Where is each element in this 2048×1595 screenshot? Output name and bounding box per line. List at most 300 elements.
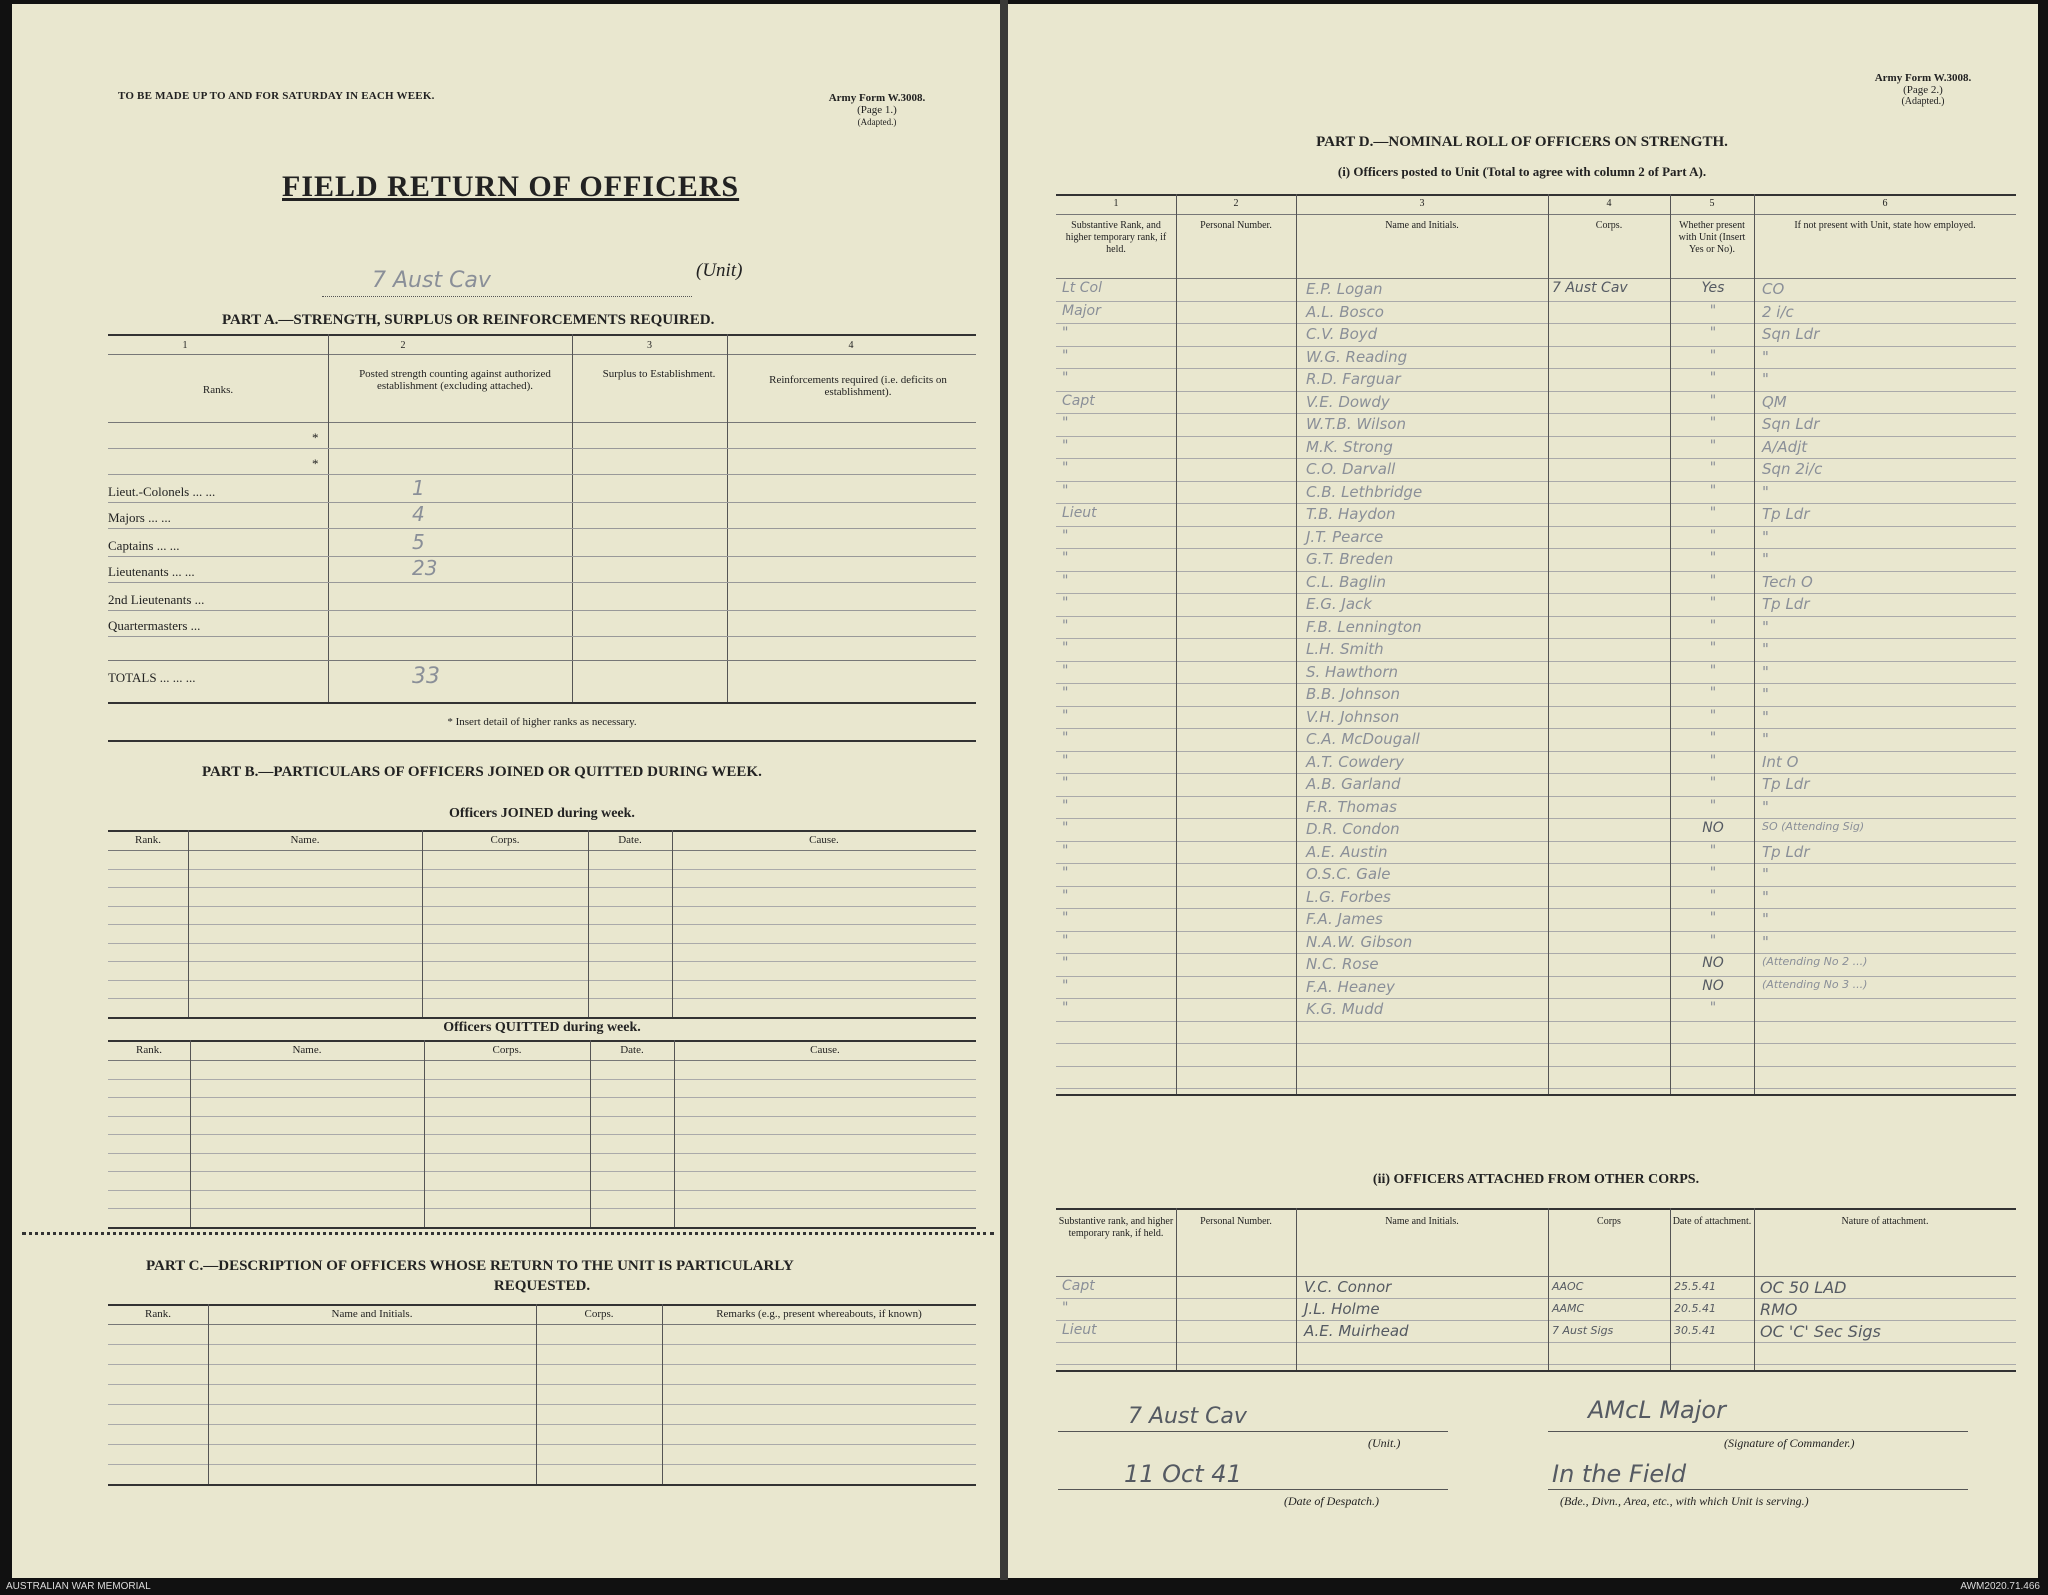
part-a-header-strength: Posted strength counting against authorized establishment (excluding attached). [359,368,551,392]
joined-col-header: Corps. [490,834,520,846]
part-a-col-number: 1 [182,340,188,351]
roll-present: " [1709,910,1717,926]
quitted-divider [674,1040,675,1227]
joined-col-header: Rank. [135,834,161,846]
quitted-bottom-rule [108,1227,976,1229]
quitted-col-header: Cause. [810,1044,840,1056]
roll-name: C.L. Baglin [1306,572,1386,591]
part-c-top-rule [108,1304,976,1306]
roll-name: C.O. Darvall [1306,460,1396,478]
attached-row-rule [1056,1298,2016,1299]
roll-employed: " [1762,550,1769,568]
roll-row-rule [1056,728,2016,729]
roll-rank: " [1062,325,1069,341]
roll-row-rule [1056,1021,2016,1022]
attached-corps: AAOC [1552,1280,1584,1293]
attached-date: 20.5.41 [1674,1302,1716,1315]
roll-name: N.C. Rose [1306,955,1379,973]
attached-header-rule [1056,1276,2016,1277]
part-a-strength: 1 [412,476,425,500]
roll-row-rule [1056,458,2016,459]
quitted-header-rule [108,1060,976,1061]
roll-rank: " [1062,347,1069,364]
roll-col-number: 5 [1709,198,1715,209]
roll-divider [1670,194,1671,1094]
roll-rank: " [1062,415,1069,431]
form-page-2: (Page 2.) [1903,84,1943,96]
part-a-row-rule [108,448,976,449]
roll-rank: " [1062,865,1069,881]
part-a-rank: Captains ... ... [108,538,180,553]
joined-col-header: Name. [290,834,320,846]
attached-col-header: Substantive rank, and higher temporary rank, if held. [1058,1216,1174,1239]
location-line [1548,1488,1968,1490]
roll-employed: Sqn Ldr [1762,325,1820,343]
roll-name: A.T. Cowdery [1306,752,1404,771]
roll-name: F.A. Heaney [1306,977,1395,996]
roll-col-number: 2 [1233,198,1239,209]
roll-name: O.S.C. Gale [1306,865,1391,883]
part-a-row-rule [108,502,976,503]
roll-present: " [1709,865,1717,881]
part-a-rank: * [312,430,319,445]
part-c-divider [536,1304,537,1484]
quitted-row-rule [108,1116,976,1117]
roll-present: " [1709,527,1717,544]
roll-name: A.E. Austin [1306,842,1388,861]
roll-col-header: Name and Initials. [1385,220,1459,231]
attached-date: 25.5.41 [1674,1280,1716,1293]
roll-present: " [1709,550,1717,566]
roll-name: C.A. McDougall [1306,730,1420,748]
part-c-divider [208,1304,209,1484]
attached-row-rule [1056,1342,2016,1343]
roll-present: NO [1702,955,1724,971]
page-1 [12,4,1000,1578]
roll-present: " [1709,460,1717,476]
roll-rank: " [1062,482,1069,499]
roll-name: F.A. James [1306,910,1383,928]
roll-rank: Lt Col [1062,280,1102,296]
part-a-col-number: 3 [647,340,652,351]
quitted-row-rule [108,1208,976,1209]
roll-name: A.B. Garland [1306,775,1401,793]
roll-row-rule [1056,548,2016,549]
part-a-header-rule [108,422,976,423]
totals-rule [108,660,976,661]
unit-field [322,268,692,297]
roll-col-number: 6 [1882,198,1888,209]
roll-header-rule [1056,278,2016,279]
form-id-block [802,92,952,128]
part-a-col-number: 4 [848,340,854,351]
roll-col-header: Personal Number. [1200,220,1272,231]
part-a-rank: Lieut.-Colonels ... ... [108,484,216,499]
roll-name: E.P. Logan [1306,280,1383,298]
form-id-2: Army Form W.3008. [1874,72,1972,84]
roll-col-number: 3 [1419,198,1425,209]
unit-sign-label: (Unit.) [1368,1436,1401,1450]
roll-rank: " [1062,910,1069,926]
part-d-heading: PART D.—NOMINAL ROLL OF OFFICERS ON STRENGTH. [1316,134,1728,150]
joined-row-rule [108,924,976,925]
unit-label: (Unit) [696,260,743,281]
roll-present: " [1709,685,1717,701]
quitted-divider [424,1040,425,1227]
attached-row-rule [1056,1364,2016,1365]
top-note: TO BE MADE UP TO AND FOR SATURDAY IN EACH WEEK. [118,90,435,102]
joined-row-rule [108,980,976,981]
roll-row-rule [1056,1043,2016,1044]
roll-rank: Major [1062,302,1101,319]
roll-present: " [1709,662,1717,679]
roll-present: " [1709,640,1717,656]
joined-row-rule [108,869,976,870]
part-a-bottom-rule [108,702,976,704]
roll-rank: " [1062,932,1069,949]
roll-corps: 7 Aust Cav [1552,280,1628,296]
part-c-row-rule [108,1404,976,1405]
attached-col-header: Nature of attachment. [1841,1216,1929,1227]
part-a-row-rule [108,556,976,557]
roll-rank: " [1062,617,1069,634]
roll-row-rule [1056,301,2016,302]
roll-rank: Capt [1062,392,1095,409]
page-2 [1008,4,2038,1578]
part-a-strength: 23 [412,556,438,580]
roll-employed: (Attending No 2 ...) [1762,955,1868,968]
roll-divider [1176,194,1177,1094]
joined-col-header: Date. [618,834,642,846]
attached-corps: AAMC [1552,1302,1585,1315]
roll-employed: " [1762,932,1769,951]
roll-divider [1296,194,1297,1094]
attached-divider [1670,1208,1671,1370]
roll-name: F.R. Thomas [1306,797,1397,816]
part-c-col-header: Name and Initials. [331,1308,413,1320]
roll-divider [1754,194,1755,1094]
roll-rank: " [1062,820,1069,836]
roll-employed: A/Adjt [1762,437,1808,456]
part-a-strength: 4 [412,502,425,526]
joined-divider [588,830,589,1017]
roll-rank: " [1062,752,1069,769]
unit-line [1058,1430,1448,1432]
roll-bottom-rule [1056,1094,2016,1096]
footer-right: AWM2020.71.466 [1960,1581,2040,1592]
attached-col-header: Name and Initials. [1385,1216,1459,1227]
roll-rank: " [1062,955,1069,971]
roll-row-rule [1056,931,2016,932]
roll-col-header: If not present with Unit, state how employed. [1794,220,1976,231]
roll-row-rule [1056,323,2016,324]
part-b-top-rule [108,740,976,742]
roll-present: " [1709,730,1717,746]
joined-bottom-rule [108,1017,976,1019]
quitted-top-rule [108,1040,976,1042]
roll-row-rule [1056,841,2016,842]
roll-employed: CO [1762,280,1785,298]
roll-employed: Sqn Ldr [1762,415,1820,433]
roll-rank: " [1062,572,1069,589]
roll-present: " [1709,797,1717,814]
roll-row-rule [1056,346,2016,347]
part-a-header-reinforcements: Reinforcements required (i.e. deficits on establishment). [769,374,947,398]
attached-col-header: Date of attachment. [1672,1216,1752,1227]
part-c-col-header: Remarks (e.g., present whereabouts, if known) [716,1308,922,1320]
part-c-heading: PART C.—DESCRIPTION OF OFFICERS WHOSE RETURN TO THE UNIT IS PARTICULARLY [146,1258,794,1274]
part-a-rank: * [312,456,319,471]
roll-row-rule [1056,638,2016,639]
roll-name: W.T.B. Wilson [1306,415,1407,433]
roll-row-rule [1056,706,2016,707]
roll-name: C.V. Boyd [1306,325,1378,343]
part-c-col-header: Corps. [584,1308,614,1320]
roll-name: G.T. Breden [1306,550,1394,568]
part-c-row-rule [108,1384,976,1385]
roll-present: " [1709,392,1717,409]
signature-value: AMcL Major [1588,1396,1726,1424]
roll-name: W.G. Reading [1306,347,1408,366]
roll-row-rule [1056,863,2016,864]
part-c-divider [662,1304,663,1484]
roll-present: " [1709,505,1717,521]
totals-label: TOTALS ... ... ... [108,670,196,685]
roll-divider [1548,194,1549,1094]
part-a-footnote: * Insert detail of higher ranks as necessary. [447,716,637,728]
quitted-divider [590,1040,591,1227]
roll-rank: " [1062,595,1069,611]
roll-rank: " [1062,550,1069,566]
roll-employed: " [1762,370,1769,388]
joined-row-rule [108,887,976,888]
part-c-row-rule [108,1424,976,1425]
roll-row-rule [1056,976,2016,977]
attached-rank: Lieut [1062,1322,1097,1338]
page-title: FIELD RETURN OF OFFICERS [282,170,740,203]
part-c-row-rule [108,1344,976,1345]
roll-present: " [1709,347,1717,364]
roll-name: J.T. Pearce [1306,527,1384,546]
attached-nature: OC 50 LAD [1760,1278,1847,1297]
roll-rank: Lieut [1062,505,1097,521]
joined-divider [188,830,189,1017]
roll-employed: Int O [1762,752,1799,771]
roll-present: " [1709,887,1717,904]
joined-row-rule [108,943,976,944]
part-a-divider [727,334,728,702]
roll-top-rule [1056,194,2016,196]
roll-row-rule [1056,616,2016,617]
archive-footer [0,1580,2048,1595]
attached-rank: " [1062,1300,1069,1316]
roll-employed: QM [1762,392,1787,411]
part-c-header-rule [108,1324,976,1325]
roll-present: " [1709,370,1717,386]
joined-divider [422,830,423,1017]
roll-employed: Tech O [1762,572,1813,591]
roll-rank: " [1062,370,1069,386]
unit-value: 7 Aust Cav [372,268,491,293]
roll-row-rule [1056,368,2016,369]
roll-rank: " [1062,730,1069,746]
joined-header-rule [108,850,976,851]
roll-present: " [1709,325,1717,341]
roll-present: " [1709,302,1717,319]
attached-name: A.E. Muirhead [1304,1322,1409,1340]
form-id-block-2 [1848,72,1998,108]
roll-employed: " [1762,865,1769,883]
roll-name: R.D. Farguar [1306,370,1401,388]
part-c-row-rule [108,1364,976,1365]
roll-name: C.B. Lethbridge [1306,482,1423,501]
attached-bottom-rule [1056,1370,2016,1372]
location-value: In the Field [1552,1460,1687,1488]
form-id: Army Form W.3008. [828,92,926,104]
roll-employed: " [1762,685,1769,703]
roll-employed: " [1762,887,1769,906]
roll-employed: " [1762,617,1769,636]
part-c-row-rule [108,1444,976,1445]
roll-name: A.L. Bosco [1306,302,1384,321]
roll-name: B.B. Johnson [1306,685,1400,703]
part-c-col-header: Rank. [145,1308,171,1320]
roll-row-rule [1056,436,2016,437]
roll-col-header: Whether present with Unit (Insert Yes or No). [1678,220,1746,255]
roll-employed: " [1762,347,1769,366]
roll-employed: " [1762,730,1769,748]
roll-name: V.E. Dowdy [1306,392,1390,411]
roll-present: " [1709,415,1717,431]
part-a-row-rule [108,528,976,529]
roll-rank: " [1062,662,1069,679]
part-a-divider [328,334,329,702]
roll-employed: " [1762,640,1769,658]
attached-row-rule [1056,1320,2016,1321]
signature-line [1548,1430,1968,1432]
unit-sign-value: 7 Aust Cav [1128,1404,1247,1429]
attached-col-header: Personal Number. [1200,1216,1272,1227]
quitted-col-header: Name. [292,1044,322,1056]
part-a-row-rule [108,636,976,637]
roll-rank: " [1062,775,1069,791]
quitted-divider [190,1040,191,1227]
part-a-row-rule [108,610,976,611]
roll-name: S. Hawthorn [1306,662,1399,681]
attached-divider [1176,1208,1177,1370]
joined-row-rule [108,998,976,999]
roll-present: " [1709,617,1717,634]
attached-col-header: Corps [1597,1216,1621,1227]
totals-value: 33 [412,664,440,689]
part-a-heading: PART A.—STRENGTH, SURPLUS OR REINFORCEMENTS REQUIRED. [222,312,715,328]
quitted-row-rule [108,1171,976,1172]
roll-employed: " [1762,662,1769,681]
roll-employed: " [1762,910,1769,928]
form-adapted-2: (Adapted.) [1901,96,1945,107]
part-a-rank: Quartermasters ... [108,618,201,633]
roll-row-rule [1056,953,2016,954]
roll-present: " [1709,707,1717,724]
roll-employed: SO (Attending Sig) [1762,820,1865,833]
roll-num-rule [1056,214,2016,215]
roll-row-rule [1056,886,2016,887]
joined-divider [672,830,673,1017]
part-d-subheading: (i) Officers posted to Unit (Total to agree with column 2 of Part A). [1337,164,1707,179]
roll-col-number: 4 [1606,198,1612,209]
roll-row-rule [1056,391,2016,392]
joined-col-header: Cause. [809,834,839,846]
joined-top-rule [108,830,976,832]
roll-row-rule [1056,481,2016,482]
tear-line [22,1232,994,1235]
attached-heading: (ii) OFFICERS ATTACHED FROM OTHER CORPS. [1372,1172,1700,1187]
roll-present: " [1709,482,1717,499]
roll-row-rule [1056,773,2016,774]
roll-name: E.G. Jack [1306,595,1372,613]
roll-employed: " [1762,482,1769,501]
roll-row-rule [1056,908,2016,909]
part-c-heading-2: REQUESTED. [493,1278,591,1294]
quitted-row-rule [108,1097,976,1098]
part-b-heading: PART B.—PARTICULARS OF OFFICERS JOINED OR QUITTED DURING WEEK. [202,764,762,780]
roll-present: " [1709,932,1717,949]
part-c-row-rule [108,1464,976,1465]
quitted-col-header: Corps. [492,1044,522,1056]
attached-name: V.C. Connor [1304,1278,1392,1296]
part-a-col-number: 2 [400,340,406,351]
roll-rank: " [1062,1000,1069,1016]
roll-col-header: Corps. [1595,220,1623,231]
roll-row-rule [1056,593,2016,594]
roll-name: L.H. Smith [1306,640,1384,658]
footer-left: AUSTRALIAN WAR MEMORIAL [6,1581,151,1592]
part-a-strength: 5 [412,530,425,554]
part-a-rank: Lieutenants ... ... [108,564,195,579]
date-value: 11 Oct 41 [1124,1460,1242,1488]
roll-rank: " [1062,437,1069,454]
joined-row-rule [108,961,976,962]
part-a-header-ranks: Ranks. [202,384,234,396]
roll-row-rule [1056,1088,2016,1089]
attached-corps: 7 Aust Sigs [1552,1324,1614,1337]
roll-present: " [1709,572,1717,589]
attached-nature: OC 'C' Sec Sigs [1760,1322,1881,1341]
roll-rank: " [1062,977,1069,994]
roll-name: L.G. Forbes [1306,887,1391,906]
part-a-divider [572,334,573,702]
roll-rank: " [1062,640,1069,656]
roll-row-rule [1056,751,2016,752]
roll-rank: " [1062,527,1069,544]
part-a-row-rule [108,582,976,583]
location-label: (Bde., Divn., Area, etc., with which Unit is serving.) [1560,1494,1809,1508]
roll-name: D.R. Condon [1306,820,1400,838]
quitted-row-rule [108,1134,976,1135]
roll-rank: " [1062,707,1069,724]
part-a-top-rule [108,334,976,336]
roll-name: F.B. Lennington [1306,617,1422,636]
attached-rank: Capt [1062,1278,1095,1294]
roll-row-rule [1056,1066,2016,1067]
part-a-num-rule [108,354,976,355]
roll-employed: Tp Ldr [1762,505,1810,523]
roll-employed: Tp Ldr [1762,842,1810,861]
roll-present: " [1709,595,1717,611]
roll-employed: " [1762,707,1769,726]
roll-present: " [1709,1000,1717,1016]
roll-rank: " [1062,797,1069,814]
